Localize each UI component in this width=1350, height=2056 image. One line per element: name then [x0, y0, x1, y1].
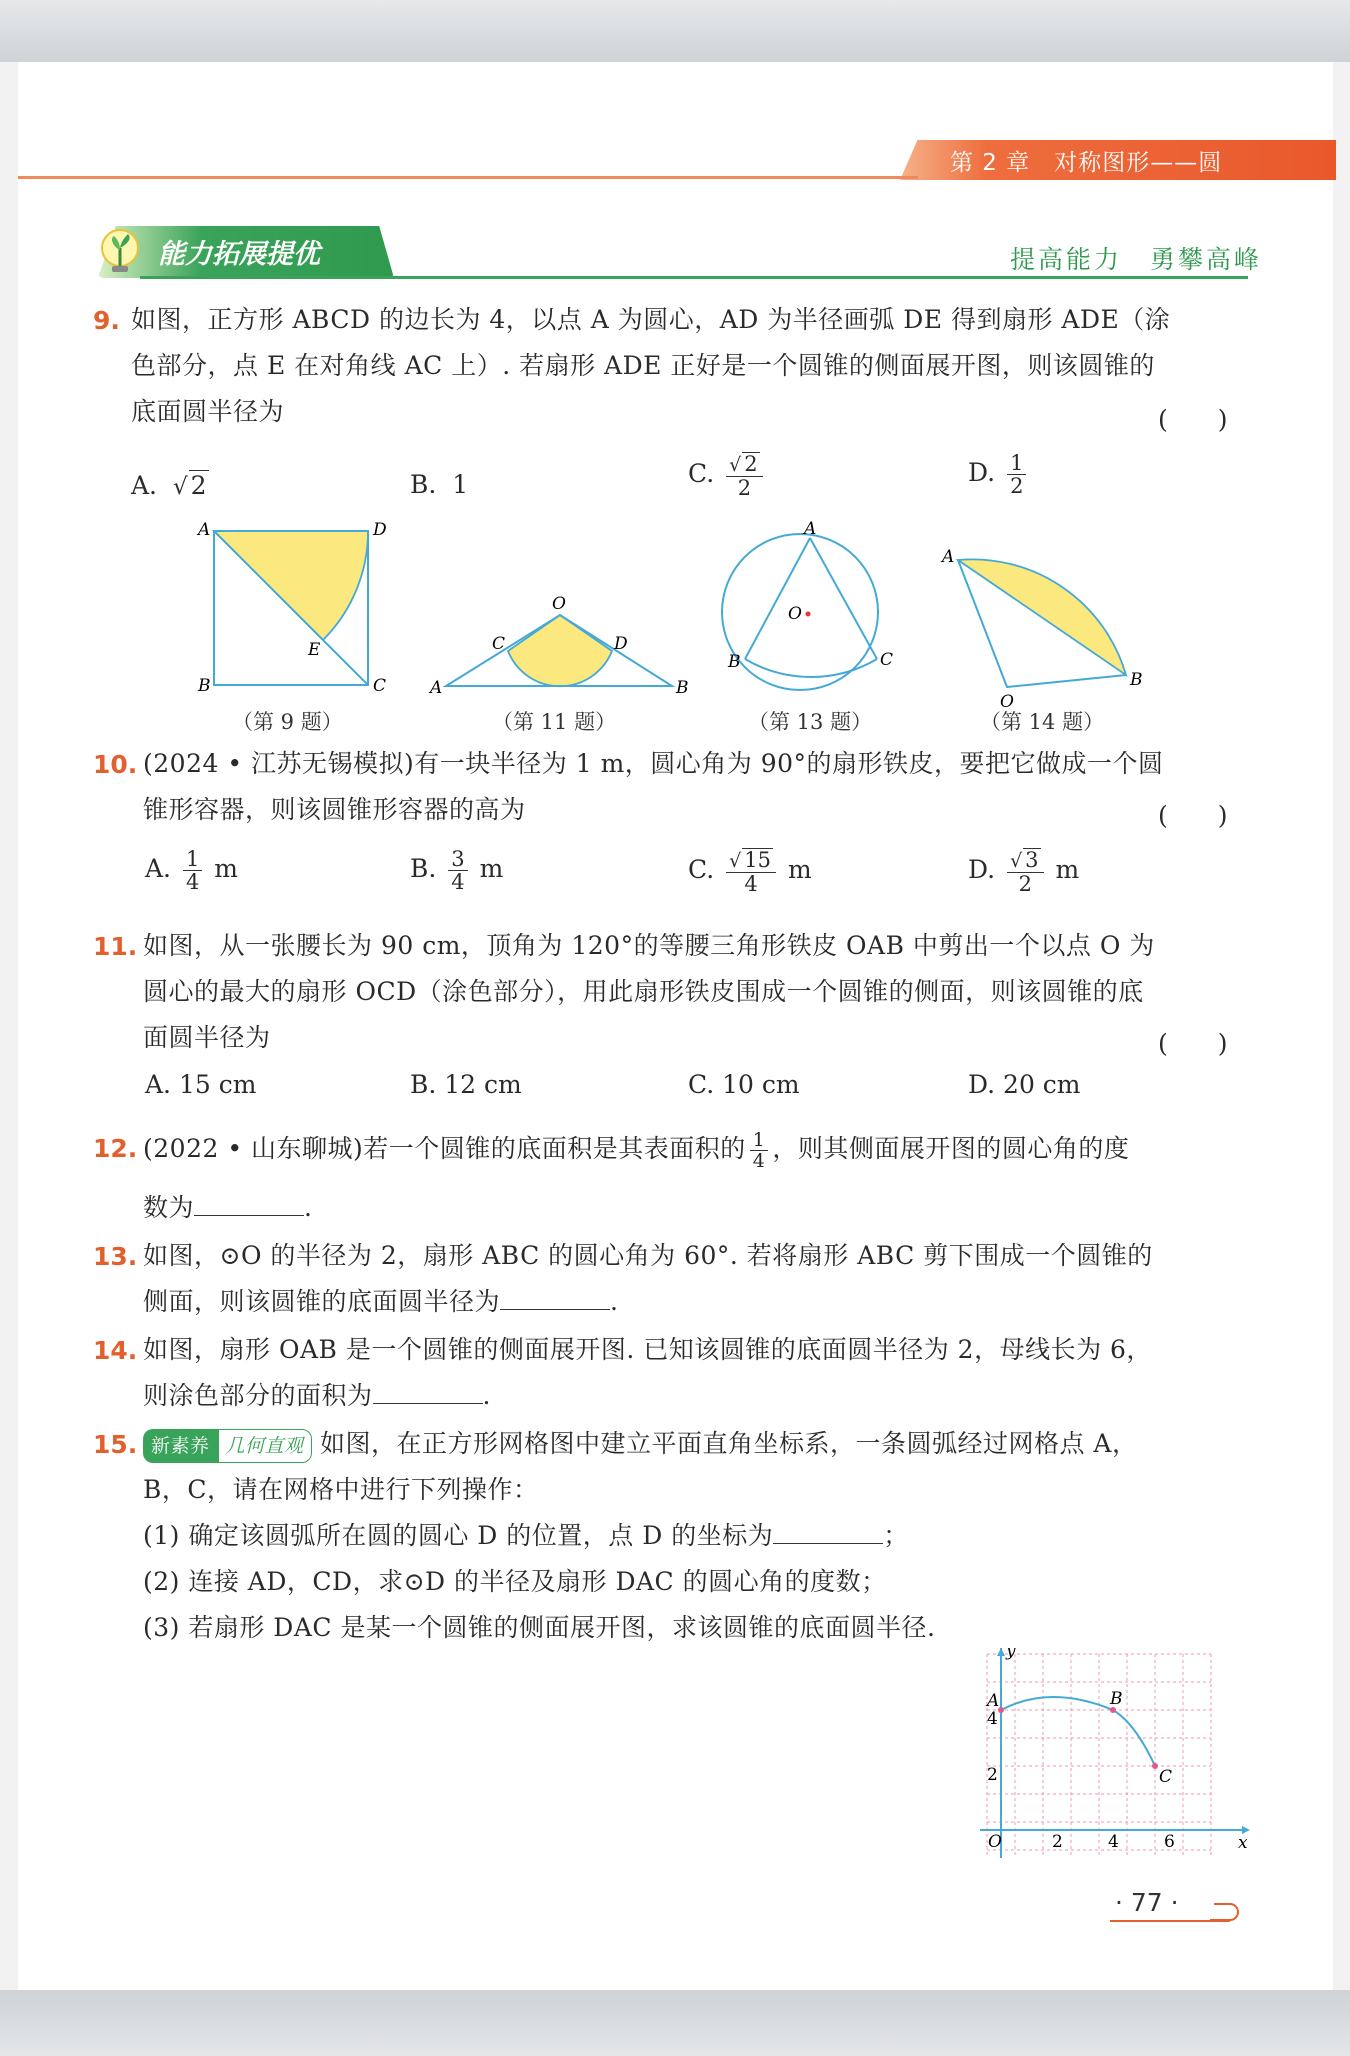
fraction-numerator: 3	[1025, 848, 1039, 872]
q9-option-c	[688, 452, 767, 499]
fraction: $\frac{√ 3}{2}$	[1007, 848, 1043, 895]
figure-13	[722, 519, 893, 690]
page-number: · 77 ·	[1115, 1888, 1179, 1917]
label-a: A	[804, 519, 817, 539]
q10-option-c	[688, 848, 812, 895]
q9-line3: 底面圆半径为	[131, 397, 285, 426]
q15-text-b: ；	[883, 1521, 909, 1550]
option-label: D.	[968, 458, 996, 487]
fraction: $\frac{√ 2}{2}$	[726, 452, 762, 499]
question-number: 12.	[93, 1134, 138, 1163]
question-number: 15.	[93, 1430, 138, 1459]
q12-text-a: (2022 • 山东聊城)若一个圆锥的底面积是其表面积的	[143, 1134, 746, 1163]
fraction-denominator: 4	[185, 870, 200, 894]
option-value: 1	[452, 470, 469, 499]
label-b: B	[728, 652, 741, 672]
unit: m	[479, 854, 504, 883]
q15-line3	[143, 1520, 909, 1552]
scan-bottom-edge	[0, 1990, 1350, 2056]
fraction-numerator: 2	[744, 452, 758, 476]
q11-option-d: D. 20 cm	[968, 1070, 1081, 1099]
label-b: B	[676, 678, 689, 698]
y-tick-4: 4	[987, 1709, 998, 1729]
q15-line5: (3) 若扇形 DAC 是某一个圆锥的侧面展开图，求该圆锥的底面圆半径.	[143, 1613, 936, 1642]
figure-caption: （第 13 题）	[748, 710, 873, 734]
option-label: C.	[688, 855, 715, 884]
origin-label: O	[988, 1832, 1002, 1852]
label-c: C	[373, 676, 387, 696]
q9-line1: 如图，正方形 ABCD 的边长为 4，以点 A 为圆心，AD 为半径画弧 DE 得到扇形 ADE（涂	[131, 305, 1171, 334]
unit: m	[1055, 855, 1080, 884]
figures-row	[190, 515, 1190, 735]
question-number: 10.	[93, 750, 138, 779]
option-label: D.	[968, 855, 996, 884]
fraction-denominator: 4	[451, 870, 465, 894]
sprout-icon	[98, 226, 144, 276]
option-label: B.	[410, 470, 437, 499]
sqrt-value: 2	[190, 471, 207, 500]
option-label: A.	[145, 854, 172, 883]
point-c-label: C	[1159, 1767, 1173, 1787]
q12-text-b: ，则其侧面展开图的圆心角的度	[772, 1134, 1130, 1163]
q15-line1	[143, 1428, 1138, 1463]
y-tick-2: 2	[987, 1765, 998, 1785]
x-tick-6: 6	[1164, 1832, 1175, 1852]
fraction-numerator: 3	[448, 848, 467, 871]
option-label: B.	[410, 854, 437, 883]
answer-paren: ( )	[1158, 405, 1228, 434]
fraction-denominator: 4	[752, 1150, 766, 1172]
option-label: A.	[131, 471, 158, 500]
label-b: B	[1130, 670, 1143, 690]
fraction	[750, 1130, 769, 1171]
answer-paren: ( )	[1158, 1029, 1228, 1058]
geometry-intuition-tag: 几何直观	[218, 1429, 312, 1463]
section-title: 能力拓展提优	[158, 239, 320, 270]
q15-text-a: (1) 确定该圆弧所在圆的圆心 D 的位置，点 D 的坐标为	[143, 1521, 774, 1550]
q14-line2	[143, 1380, 491, 1412]
fraction-denominator: 2	[1018, 872, 1032, 896]
answer-blank[interactable]	[773, 1521, 883, 1544]
q12-end: .	[304, 1193, 313, 1222]
section-motto: 提高能力 勇攀高峰	[1010, 245, 1263, 274]
point-b-label: B	[1110, 1689, 1123, 1709]
figure-caption: （第 11 题）	[492, 710, 617, 734]
q10-option-b	[410, 848, 503, 893]
fraction-denominator: 4	[744, 872, 758, 896]
label-a: A	[430, 678, 443, 698]
section-rule	[140, 276, 1248, 279]
label-a: A	[198, 520, 211, 540]
axis-label-y: y	[1006, 1648, 1016, 1661]
q10-line2: 锥形容器，则该圆锥形容器的高为	[143, 795, 526, 824]
q10-option-a	[145, 848, 238, 893]
q12-text-c: 数为	[143, 1193, 195, 1222]
label-a: A	[942, 547, 955, 567]
point-a-label: A	[987, 1691, 1000, 1711]
answer-paren: ( )	[1158, 801, 1228, 830]
question-number: 9.	[93, 306, 120, 335]
label-b: B	[198, 676, 211, 696]
label-e: E	[308, 640, 321, 660]
fraction	[183, 848, 202, 893]
q9-option-b	[410, 470, 468, 499]
q14-end: .	[482, 1381, 491, 1410]
q15-line2: B，C，请在网格中进行下列操作：	[143, 1475, 539, 1504]
axis-label-x: x	[1238, 1833, 1248, 1853]
q9-option-d	[968, 452, 1030, 497]
header-rule	[18, 176, 918, 179]
q14-text: 则涂色部分的面积为	[143, 1381, 373, 1410]
chapter-title: 第 2 章 对称图形——圆	[950, 150, 1223, 176]
coordinate-grid-figure	[970, 1648, 1260, 1868]
label-d: D	[614, 634, 628, 654]
label-c: C	[880, 650, 894, 670]
option-label: C.	[688, 459, 715, 488]
q11-line3: 面圆半径为	[143, 1023, 271, 1052]
question-number: 13.	[93, 1242, 138, 1271]
question-number: 11.	[93, 932, 138, 961]
q13-text: 侧面，则该圆锥的底面圆半径为	[143, 1287, 501, 1316]
q12-line1	[143, 1130, 1129, 1171]
unit: m	[787, 855, 812, 884]
figure-14	[940, 547, 1143, 712]
page-curl-icon	[1208, 1902, 1242, 1924]
q13-line1: 如图，⊙O 的半径为 2，扇形 ABC 的圆心角为 60°. 若将扇形 ABC 剪下围成一个圆锥的	[143, 1241, 1153, 1270]
q10-line1: (2024 • 江苏无锡模拟)有一块半径为 1 m，圆心角为 90°的扇形铁皮，要把它做成一个圆	[143, 749, 1164, 778]
fraction-numerator: 1	[750, 1130, 769, 1151]
figure-9	[196, 520, 387, 696]
question-number: 14.	[93, 1336, 138, 1365]
label-o: O	[788, 604, 802, 624]
x-tick-2: 2	[1052, 1832, 1063, 1852]
q11-option-b: B. 12 cm	[410, 1070, 522, 1099]
fraction: $\frac{√ 15}{4}$	[726, 848, 776, 895]
q13-line2	[143, 1286, 618, 1318]
fraction	[1007, 452, 1026, 497]
new-literacy-tag: 新素养	[143, 1429, 218, 1463]
q10-option-d	[968, 848, 1079, 895]
q13-end: .	[610, 1287, 619, 1316]
label-o: O	[552, 594, 566, 614]
figure-caption: （第 9 题）	[232, 710, 343, 734]
scan-top-edge	[0, 0, 1350, 62]
figure-caption: （第 14 题）	[980, 710, 1105, 734]
q11-line2: 圆心的最大的扇形 OCD（涂色部分），用此扇形铁皮围成一个圆锥的侧面，则该圆锥的底	[143, 977, 1144, 1006]
answer-blank[interactable]	[500, 1287, 610, 1310]
label-d: D	[373, 520, 387, 540]
unit: m	[214, 854, 239, 883]
q15-line4: (2) 连接 AD，CD，求⊙D 的半径及扇形 DAC 的圆心角的度数；	[143, 1567, 887, 1596]
q15-text: 如图，在正方形网格图中建立平面直角坐标系，一条圆弧经过网格点 A，	[319, 1429, 1138, 1458]
answer-blank[interactable]	[373, 1381, 483, 1404]
label-c: C	[492, 634, 506, 654]
figure-11	[428, 594, 689, 698]
q11-line1: 如图，从一张腰长为 90 cm，顶角为 120°的等腰三角形铁皮 OAB 中剪出一个以点 O 为	[143, 931, 1155, 960]
q11-option-c: C. 10 cm	[688, 1070, 800, 1099]
fraction-numerator: 1	[183, 848, 202, 871]
q12-line2	[143, 1192, 312, 1224]
fraction	[448, 848, 467, 893]
x-tick-4: 4	[1108, 1832, 1119, 1852]
label-o: O	[1000, 692, 1014, 712]
q9-line2: 色部分，点 E 在对角线 AC 上）. 若扇形 ADE 正好是一个圆锥的侧面展开图，则该圆锥的	[131, 351, 1155, 380]
fraction-denominator: 2	[1010, 474, 1024, 498]
fraction-denominator: 2	[737, 476, 752, 500]
q11-option-a: A. 15 cm	[145, 1070, 257, 1099]
answer-blank[interactable]	[194, 1193, 304, 1216]
fraction-numerator: 1	[1007, 452, 1026, 475]
q14-line1: 如图，扇形 OAB 是一个圆锥的侧面展开图. 已知该圆锥的底面圆半径为 2，母线长为 6，	[143, 1335, 1152, 1364]
fraction-numerator: 15	[744, 848, 771, 872]
q9-option-a: A. √ 2	[131, 471, 207, 500]
